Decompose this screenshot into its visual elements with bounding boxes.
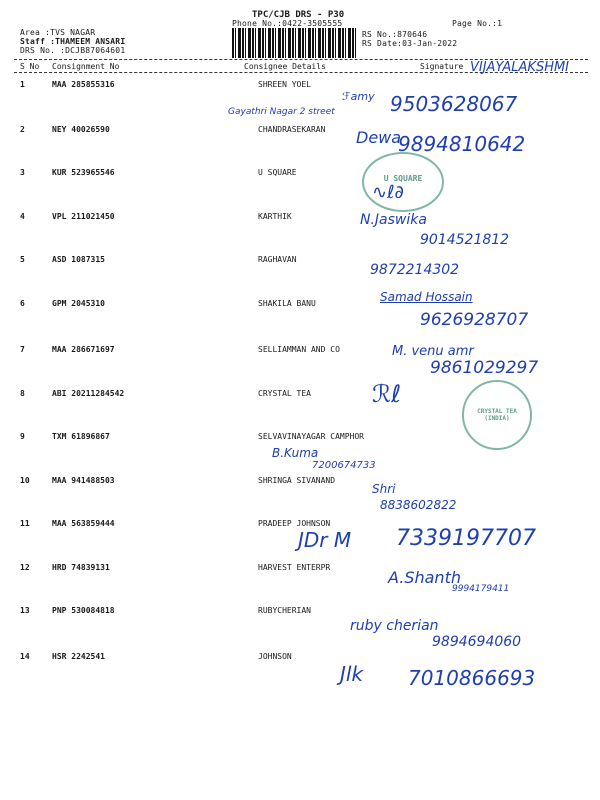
- row-consignment: TXM 61896867: [52, 432, 110, 441]
- handwritten-phone: 7010866693: [408, 666, 536, 690]
- row-consignee: CHANDRASEKARAN: [258, 125, 326, 134]
- row-consignee: RAGHAVAN: [258, 255, 297, 264]
- row-sno: 7: [20, 345, 25, 354]
- handwritten-name: ruby cherian: [350, 618, 439, 634]
- handwritten-signature: ∿ℓ∂: [372, 182, 404, 203]
- handwritten-signature: JDr M: [298, 528, 352, 552]
- handwritten-signature: B.Kuma: [272, 446, 319, 460]
- handwritten-phone: 7200674733: [312, 460, 376, 471]
- row-consignee: U SQUARE: [258, 168, 297, 177]
- drs-number: DRS No. :DCJB87064601: [20, 46, 126, 55]
- row-sno: 1: [20, 80, 25, 89]
- rs-number: RS No.:870646: [362, 30, 428, 39]
- col-consignment: Consignment No: [52, 62, 120, 71]
- handwritten-name: M. venu amr: [392, 344, 474, 359]
- handwritten-phone: 7339197707: [396, 526, 536, 551]
- row-sno: 11: [20, 519, 30, 528]
- stamp-text: CRYSTAL TEA (INDIA): [477, 408, 517, 422]
- page-number: Page No.:1: [452, 19, 503, 28]
- phone-number: Phone No.:0422-3505555: [232, 19, 343, 28]
- row-sno: 2: [20, 125, 25, 134]
- row-sno: 6: [20, 299, 25, 308]
- row-sno: 13: [20, 606, 30, 615]
- handwritten-signature: ℛℓ: [372, 380, 402, 408]
- row-consignee: RUBYCHERIAN: [258, 606, 311, 615]
- row-consignment: GPM 2045310: [52, 299, 105, 308]
- row-consignee: SHREEN YOEL: [258, 80, 311, 89]
- handwritten-address: Gayathri Nagar 2 street: [228, 107, 335, 117]
- company-stamp: [462, 380, 532, 450]
- handwritten-phone: 9503628067: [390, 92, 518, 116]
- row-consignment: VPL 211021450: [52, 212, 115, 221]
- handwritten-phone: 9861029297: [430, 358, 539, 378]
- row-consignee: SHAKILA BANU: [258, 299, 316, 308]
- row-consignment: MAA 941488503: [52, 476, 115, 485]
- row-consignment: KUR 523965546: [52, 168, 115, 177]
- col-sno: S No: [20, 62, 40, 71]
- row-consignee: SHRINGA SIVANAND: [258, 476, 336, 485]
- row-consignee: KARTHIK: [258, 212, 292, 221]
- row-consignment: ABI 20211284542: [52, 389, 125, 398]
- col-signature: Signature: [420, 62, 464, 71]
- row-consignment: MAA 285855316: [52, 80, 115, 89]
- page-title: TPC/CJB DRS - P30: [252, 10, 345, 20]
- handwritten-phone: 9894694060: [432, 634, 522, 650]
- row-sno: 4: [20, 212, 25, 221]
- row-consignee: HARVEST ENTERPR: [258, 563, 331, 572]
- area-label: Area :TVS NAGAR: [20, 28, 96, 37]
- row-consignment: NEY 40026590: [52, 125, 110, 134]
- handwritten-name: VIJAYALAKSHMI: [470, 60, 570, 75]
- row-sno: 8: [20, 389, 25, 398]
- handwritten-phone: 9014521812: [420, 232, 510, 248]
- row-sno: 5: [20, 255, 25, 264]
- row-sno: 9: [20, 432, 25, 441]
- row-consignee: SELLIAMMAN AND CO: [258, 345, 340, 354]
- handwritten-signature: Samad Hossain: [380, 290, 473, 304]
- handwritten-name: A.Shanth: [388, 568, 461, 587]
- handwritten-signature: Jlk: [340, 662, 364, 686]
- row-consignee: PRADEEP JOHNSON: [258, 519, 331, 528]
- rs-date: RS Date:03-Jan-2022: [362, 39, 458, 48]
- row-sno: 12: [20, 563, 30, 572]
- row-sno: 3: [20, 168, 25, 177]
- handwritten-phone: 9872214302: [370, 262, 460, 278]
- row-sno: 14: [20, 652, 30, 661]
- barcode: [232, 28, 358, 58]
- handwritten-signature: Dewa: [356, 128, 402, 147]
- handwritten-number: 9994179411: [452, 584, 510, 594]
- handwritten-phone: 9894810642: [398, 132, 526, 156]
- row-consignment: PNP 530084818: [52, 606, 115, 615]
- row-consignee: CRYSTAL TEA: [258, 389, 311, 398]
- row-consignment: HSR 2242541: [52, 652, 105, 661]
- staff-label: Staff :THAMEEM ANSARI: [20, 37, 126, 46]
- handwritten-signature: Shri: [372, 482, 396, 496]
- row-consignment: HRD 74839131: [52, 563, 110, 572]
- row-consignment: MAA 563859444: [52, 519, 115, 528]
- stamp-text: U SQUARE: [383, 174, 423, 183]
- row-consignment: MAA 286671697: [52, 345, 115, 354]
- handwritten-phone: 9626928707: [420, 310, 529, 330]
- handwritten-name: N.Jaswika: [360, 212, 427, 228]
- handwritten-signature: ℱamy: [342, 90, 375, 103]
- handwritten-phone: 8838602822: [380, 498, 457, 512]
- row-consignment: ASD 1087315: [52, 255, 105, 264]
- row-consignee: JOHNSON: [258, 652, 292, 661]
- row-consignee: SELVAVINAYAGAR CAMPHOR: [258, 432, 364, 441]
- col-consignee: Consignee Details: [244, 62, 326, 71]
- row-sno: 10: [20, 476, 30, 485]
